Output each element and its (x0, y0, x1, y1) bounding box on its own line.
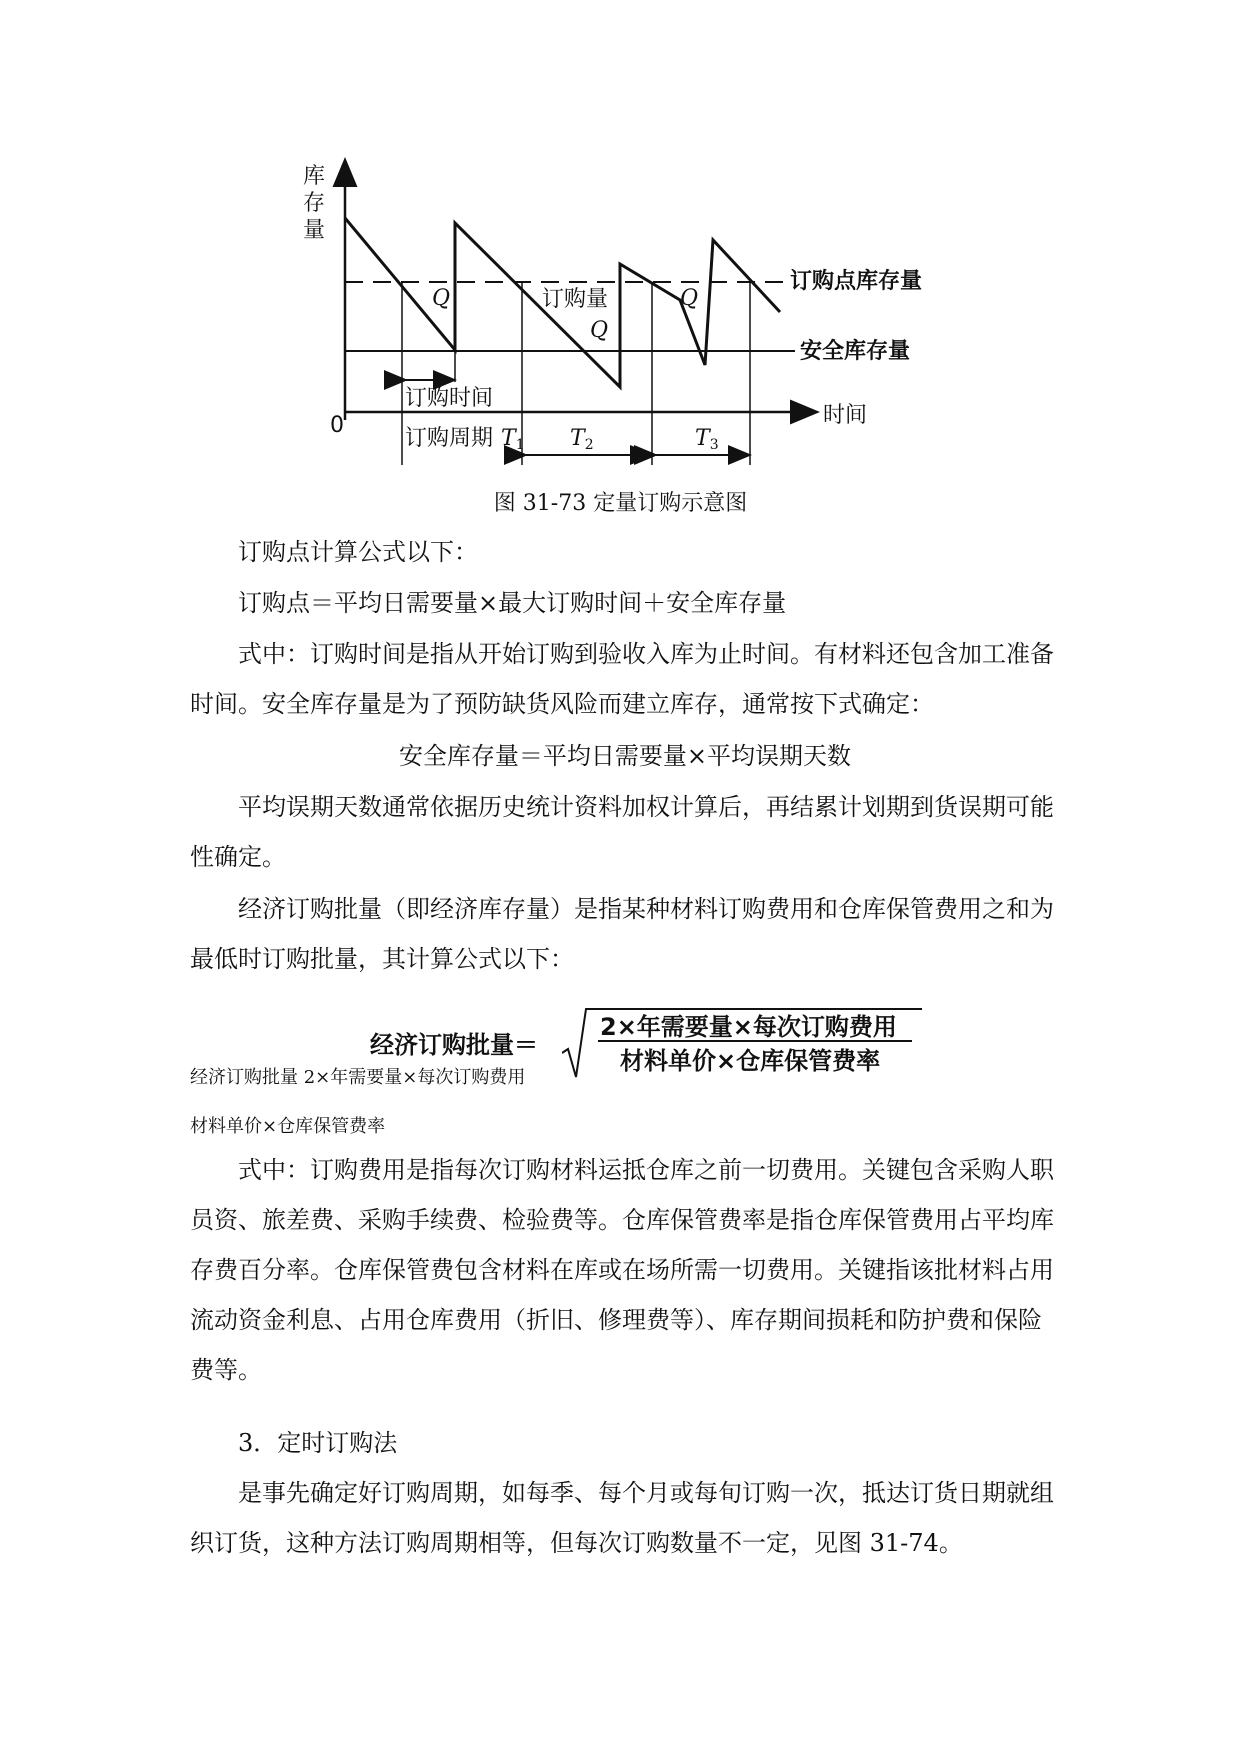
q-label-3: Q (680, 286, 699, 311)
paragraph-3: 式中：订购时间是指从开始订购到验收入库为止时间。有材料还包含加工准备时间。安全库存量是为了预防缺货风险而建立库存，通常按下式确定： (190, 640, 1054, 718)
formula-numerator: 2×年需要量×每次订购费用 (600, 1013, 897, 1041)
y-axis-label-2: 存 (303, 191, 326, 216)
paragraph-7: 式中：订购费用是指每次订购材料运抵仓库之前一切费用。关键包含采购人职员资、旅差费、采购手续费、检验费等。仓库保管费率是指仓库保管费用占平均库存费百分率。仓库保管费包含材料在库或在场所需一切费用。关键指该批材料占用流动资金利息、占用仓库费用（折旧、修理费等）、库存期间损耗和防护费和保险费等。 (190, 1156, 1054, 1384)
order-quantity-label: 订购量 (542, 287, 609, 312)
formula-lhs: 经济订购批量＝ (370, 1031, 538, 1059)
formula-denominator: 材料单价×仓库保管费率 (620, 1047, 881, 1075)
y-axis-label-1: 库 (303, 164, 326, 189)
paragraph-6: 经济订购批量（即经济库存量）是指某种材料订购费用和仓库保管费用之和为最低时订购批量，其计算公式以下： (190, 895, 1054, 973)
q-label-2: Q (590, 318, 609, 343)
paragraph-9: 是事先确定好订购周期，如每季、每个月或每旬订购一次，抵达订货日期就组织订货，这种方法订购周期相等，但每次订购数量不一定，见图 31-74。 (190, 1479, 1054, 1557)
q-label-1: Q (432, 286, 451, 311)
y-axis-label-3: 量 (303, 218, 326, 243)
t3-label: T3 (695, 426, 719, 453)
paragraph-4: 安全库存量＝平均日需要量×平均误期天数 (398, 742, 852, 770)
x-axis-label: 时间 (823, 403, 868, 428)
safety-stock-label: 安全库存量 (800, 339, 911, 364)
paragraph-2: 订购点＝平均日需要量×最大订购时间＋安全库存量 (238, 589, 787, 617)
paragraph-1: 订购点计算公式以下： (238, 538, 478, 566)
section-heading: 3．定时订购法 (238, 1429, 398, 1457)
order-cycle-label: 订购周期 (405, 426, 494, 451)
reorder-point-label: 订购点库存量 (790, 269, 923, 294)
lead-time-label: 订购时间 (405, 386, 494, 411)
formula-text-line-2: 材料单价×仓库保管费率 (190, 1116, 386, 1137)
t1-label: T1 (501, 426, 525, 453)
formula-text-line-1: 经济订购批量 2×年需要量×每次订购费用 (190, 1067, 526, 1088)
figure-caption: 图 31-73 定量订购示意图 (493, 491, 748, 516)
origin-label: 0 (330, 413, 344, 438)
fixed-quantity-ordering-diagram (0, 0, 1241, 480)
t2-label: T2 (570, 426, 594, 453)
paragraph-5: 平均误期天数通常依据历史统计资料加权计算后，再结累计划期到货误期可能性确定。 (190, 793, 1054, 871)
